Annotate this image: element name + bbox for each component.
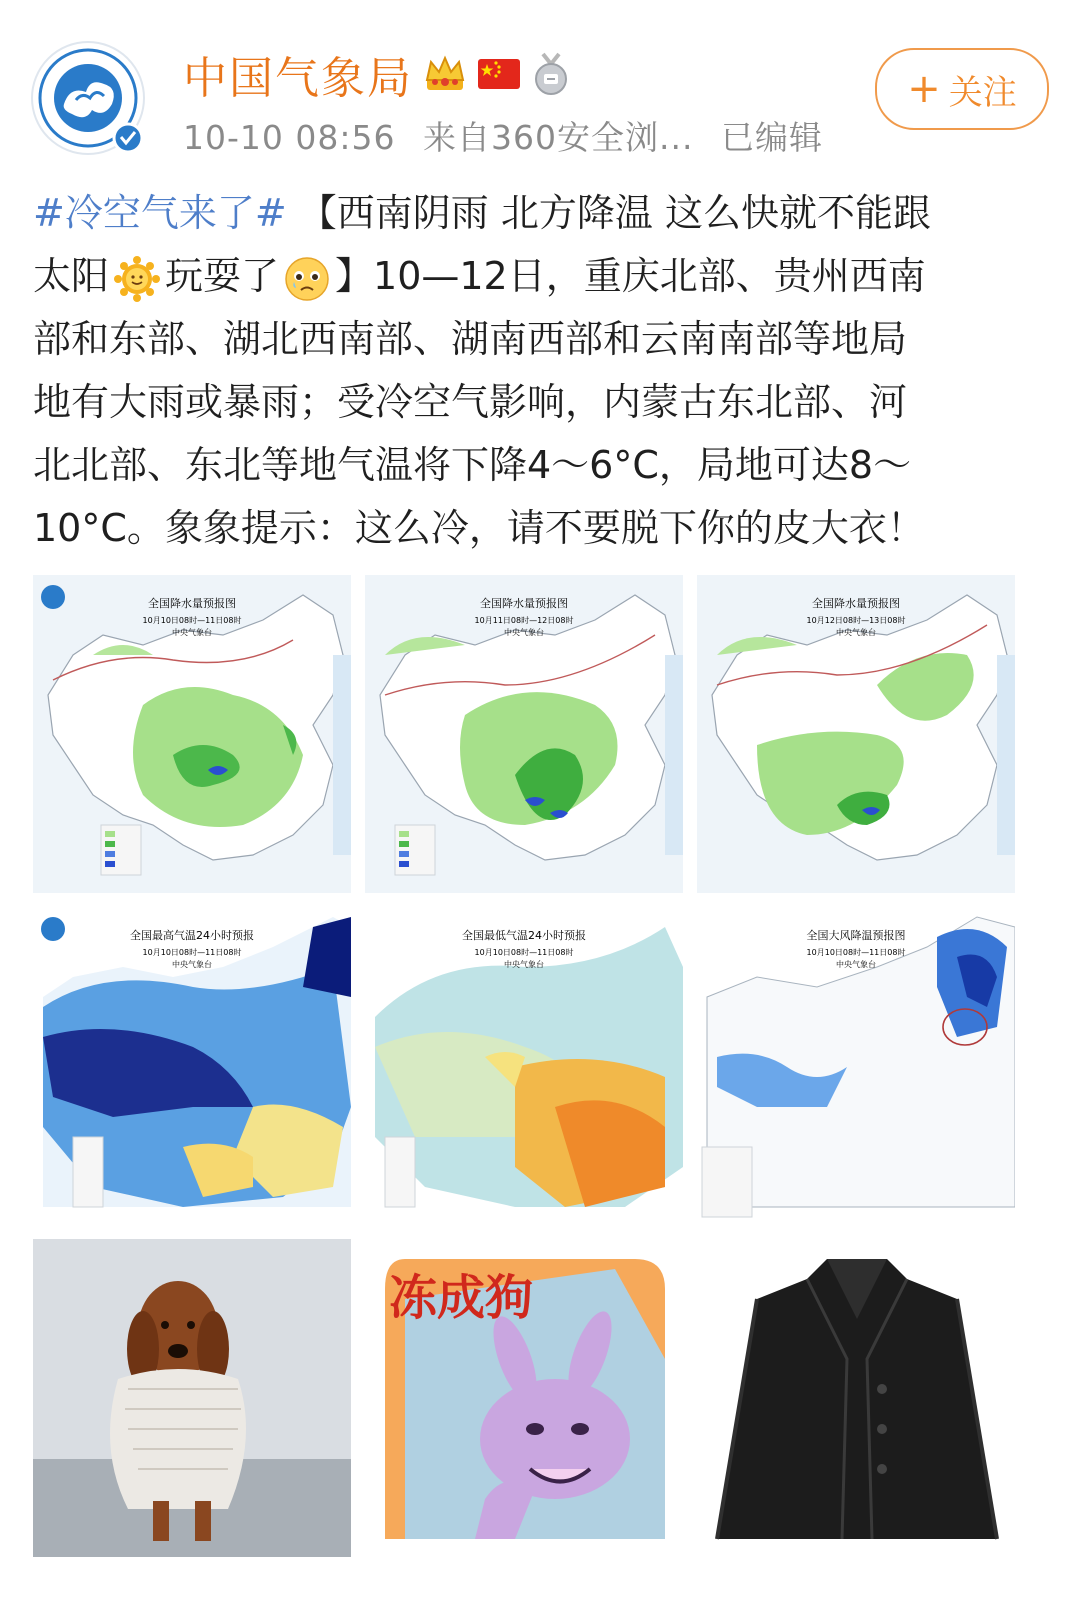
map-sub1: 10月10日08时—11日08时 (806, 948, 906, 957)
frozen-dog-sticker[interactable] (365, 1239, 683, 1557)
post-line-2b: 玩耍了 (165, 254, 280, 298)
post-line-3: 部和东部、湖北西南部、湖南西部和云南南部等地局 (33, 317, 908, 361)
post-line-4: 地有大雨或暴雨；受冷空气影响，内蒙古东北部、河 (33, 380, 908, 424)
post-line-1-text: 【西南阴雨 北方降温 这么快就不能跟 (298, 191, 931, 235)
map-sub2: 中央气象台 (836, 960, 876, 969)
max-temp-map[interactable] (33, 907, 351, 1225)
answer-medal-icon[interactable] (531, 52, 571, 96)
plus-icon: + (907, 66, 941, 112)
sticker-text: 冻成狗 (389, 1270, 534, 1326)
crown-badge-icon[interactable] (423, 52, 467, 96)
map-title: 全国最低气温24小时预报 (462, 929, 586, 942)
follow-button[interactable] (875, 48, 1049, 130)
post-source[interactable]: 来自360安全浏... (422, 118, 694, 157)
map-sub2: 中央气象台 (836, 628, 876, 637)
map-sub1: 10月10日08时—11日08时 (474, 948, 574, 957)
post-text (33, 182, 1048, 560)
edited-label[interactable]: 已编辑 (720, 118, 823, 157)
map-title: 全国降水量预报图 (812, 597, 900, 610)
hashtag-link[interactable]: #冷空气来了# (33, 191, 287, 235)
dog-scarf-photo[interactable] (33, 1239, 351, 1557)
post-line-2a: 太阳 (33, 254, 110, 298)
precip-map-3[interactable] (697, 575, 1015, 893)
precip-map-2[interactable] (365, 575, 683, 893)
map-sub1: 10月11日08时—12日08时 (474, 616, 574, 625)
precip-map-1[interactable] (33, 575, 351, 893)
account-name[interactable]: 中国气象局 (183, 53, 413, 104)
verified-badge-icon (114, 124, 142, 152)
map-title: 全国降水量预报图 (148, 597, 236, 610)
post-time: 10-10 08:56 (183, 118, 396, 157)
post-line-6: 10°C。象象提示：这么冷，请不要脱下你的皮大衣！ (33, 506, 925, 550)
map-sub1: 10月10日08时—11日08时 (142, 948, 242, 957)
wind-cooling-map[interactable] (697, 907, 1015, 1225)
map-sub2: 中央气象台 (172, 960, 212, 969)
map-sub2: 中央气象台 (172, 628, 212, 637)
post-header (0, 0, 1080, 180)
sun-emoji-icon (113, 255, 161, 303)
map-sub1: 10月10日08时—11日08时 (142, 616, 242, 625)
map-sub2: 中央气象台 (504, 960, 544, 969)
post-line-2 (33, 245, 1048, 308)
map-sub2: 中央气象台 (504, 628, 544, 637)
name-row (183, 44, 571, 104)
map-title: 全国大风降温预报图 (806, 929, 906, 942)
china-flag-icon[interactable] (477, 57, 521, 91)
post-line-5: 北北部、东北等地气温将下降4～6°C，局地可达8～ (33, 443, 912, 487)
teary-emoji-icon (283, 255, 331, 303)
post-meta (183, 112, 839, 159)
avatar[interactable] (30, 40, 146, 156)
follow-label: 关注 (948, 72, 1017, 113)
map-sub1: 10月12日08时—13日08时 (806, 616, 906, 625)
cma-logo-icon (30, 40, 146, 156)
leather-coat-photo[interactable] (697, 1239, 1015, 1557)
min-temp-map[interactable] (365, 907, 683, 1225)
map-title: 全国最高气温24小时预报 (130, 929, 254, 942)
post-line-2c: 】10—12日，重庆北部、贵州西南 (335, 254, 926, 298)
post-line-1 (33, 182, 1048, 245)
map-title: 全国降水量预报图 (480, 597, 568, 610)
